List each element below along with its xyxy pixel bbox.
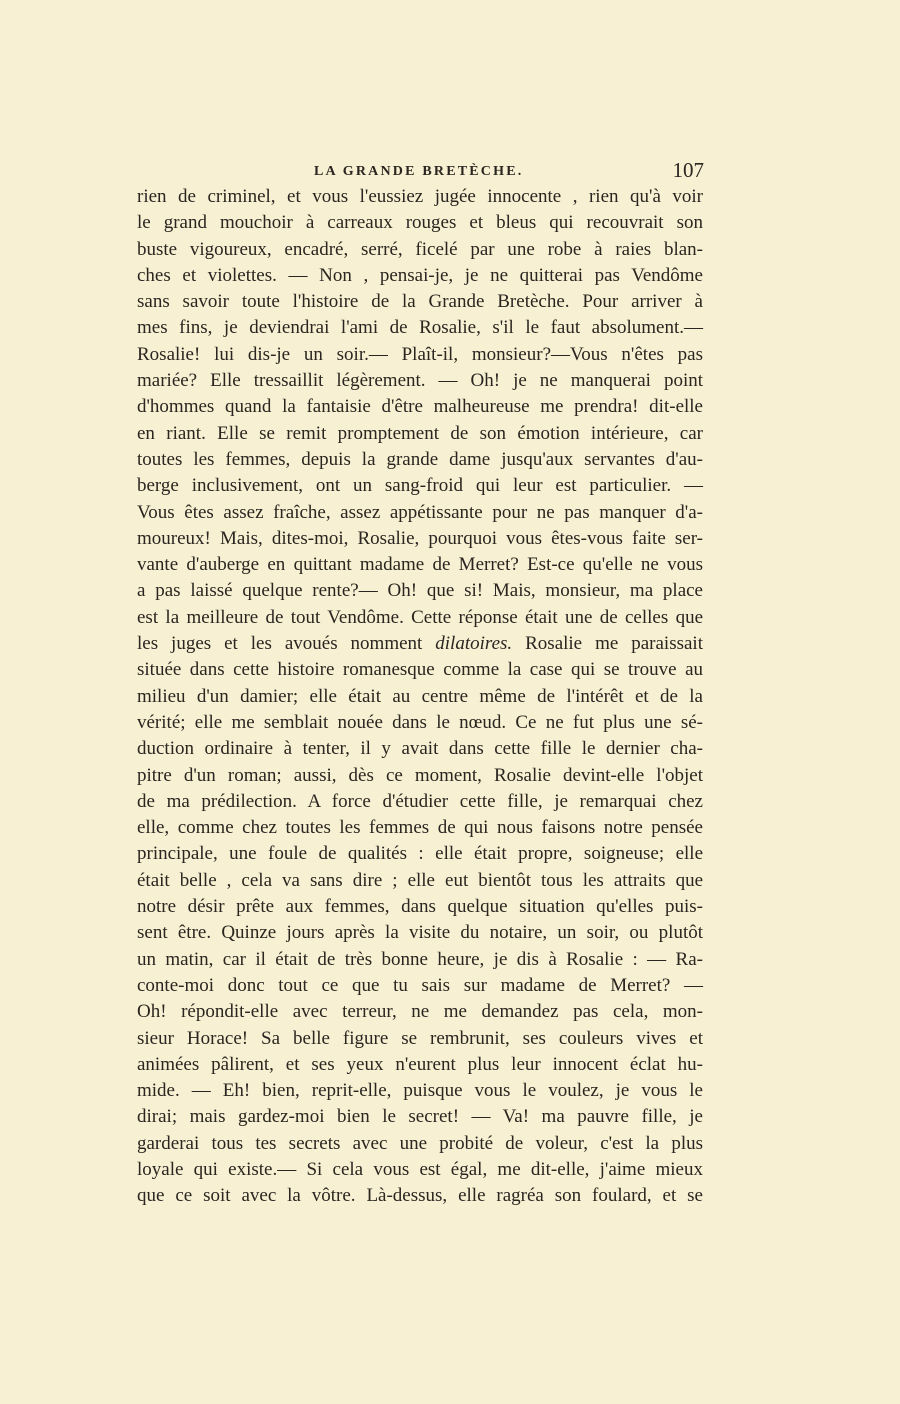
text-line: loyale qui existe.— Si cela vous est égal, me dit-elle, j'aime mieux: [137, 1158, 703, 1180]
running-header: [314, 158, 704, 184]
text-line: a pas laissé quelque rente?— Oh! que si! Mais, monsieur, ma place: [137, 580, 703, 602]
text-line: un matin, car il était de très bonne heure, je dis à Rosalie : — Ra-: [137, 948, 703, 970]
page-number: 107: [672, 158, 704, 182]
text-line: mide. — Eh! bien, reprit-elle, puisque vous le voulez, je vous le: [137, 1080, 703, 1102]
text-line: vérité; elle me semblait nouée dans le nœud. Ce ne fut plus une sé-: [137, 711, 703, 733]
italic-term: dilatoires.: [435, 633, 513, 655]
text-line: sent être. Quinze jours après la visite du notaire, un soir, ou plutôt: [137, 922, 703, 944]
text-line: [137, 631, 703, 657]
text-line: est la meilleure de tout Vendôme. Cette réponse était une de celles que: [137, 606, 703, 628]
text-line: moureux! Mais, dites-moi, Rosalie, pourquoi vous êtes-vous faite ser-: [137, 527, 703, 549]
text-line: garderai tous tes secrets avec une probité de voleur, c'est la plus: [137, 1132, 703, 1154]
text-line: buste vigoureux, encadré, serré, ficelé par une robe à raies blan-: [137, 238, 703, 260]
text-line: milieu d'un damier; elle était au centre même de l'intérêt et de la: [137, 685, 703, 707]
text-line: dirai; mais gardez-moi bien le secret! — Va! ma pauvre fille, je: [137, 1106, 703, 1128]
text-line: notre désir prête aux femmes, dans quelque situation qu'elles puis-: [137, 896, 703, 918]
text-line: duction ordinaire à tenter, il y avait dans cette fille le dernier cha-: [137, 738, 703, 760]
text-line: Oh! répondit-elle avec terreur, ne me demandez pas cela, mon-: [137, 1001, 703, 1023]
text-span: Rosalie me paraissait: [525, 633, 703, 655]
text-line: berge inclusivement, ont un sang-froid qui leur est particulier. —: [137, 475, 703, 497]
text-line: pitre d'un roman; aussi, dès ce moment, Rosalie devint-elle l'objet: [137, 764, 703, 786]
text-span: les juges et les avoués nomment: [137, 633, 423, 655]
text-line: d'hommes quand la fantaisie d'être malheureuse me prendra! dit-elle: [137, 396, 703, 418]
text-line: de ma prédilection. A force d'étudier cette fille, je remarquai chez: [137, 790, 703, 812]
text-line: conte-moi donc tout ce que tu sais sur madame de Merret? —: [137, 974, 703, 996]
text-line: ches et violettes. — Non , pensai-je, je ne quitterai pas Vendôme: [137, 264, 703, 286]
text-line: toutes les femmes, depuis la grande dame jusqu'aux servantes d'au-: [137, 448, 703, 470]
text-line: sans savoir toute l'histoire de la Grande Bretèche. Pour arriver à: [137, 291, 703, 313]
text-line: mariée? Elle tressaillit légèrement. — Oh! je ne manquerai point: [137, 370, 703, 392]
text-line: sieur Horace! Sa belle figure se rembrunit, ses couleurs vives et: [137, 1027, 703, 1049]
text-line: en riant. Elle se remit promptement de son émotion intérieure, car: [137, 422, 703, 444]
text-line: que ce soit avec la vôtre. Là-dessus, elle ragréa son foulard, et se: [137, 1185, 703, 1207]
text-line: Vous êtes assez fraîche, assez appétissante pour ne pas manquer d'a-: [137, 501, 703, 523]
text-line: était belle , cela va sans dire ; elle eut bientôt tous les attraits que: [137, 869, 703, 891]
text-line: vante d'auberge en quittant madame de Merret? Est-ce qu'elle ne vous: [137, 554, 703, 576]
text-line: le grand mouchoir à carreaux rouges et bleus qui recouvrait son: [137, 212, 703, 234]
text-line: animées pâlirent, et ses yeux n'eurent plus leur innocent éclat hu-: [137, 1053, 703, 1075]
text-line: Rosalie! lui dis-je un soir.— Plaît-il, monsieur?—Vous n'êtes pas: [137, 343, 703, 365]
text-line: elle, comme chez toutes les femmes de qui nous faisons notre pensée: [137, 817, 703, 839]
text-line: rien de criminel, et vous l'eussiez jugée innocente , rien qu'à voir: [137, 186, 703, 207]
text-line: mes fins, je deviendrai l'ami de Rosalie, s'il le faut absolument.—: [137, 317, 703, 339]
body-text: [137, 184, 703, 1210]
text-line: principale, une foule de qualités : elle était propre, soigneuse; elle: [137, 843, 703, 865]
text-line: située dans cette histoire romanesque comme la case qui se trouve au: [137, 659, 703, 681]
running-title: LA GRANDE BRETÈCHE.: [314, 164, 524, 179]
